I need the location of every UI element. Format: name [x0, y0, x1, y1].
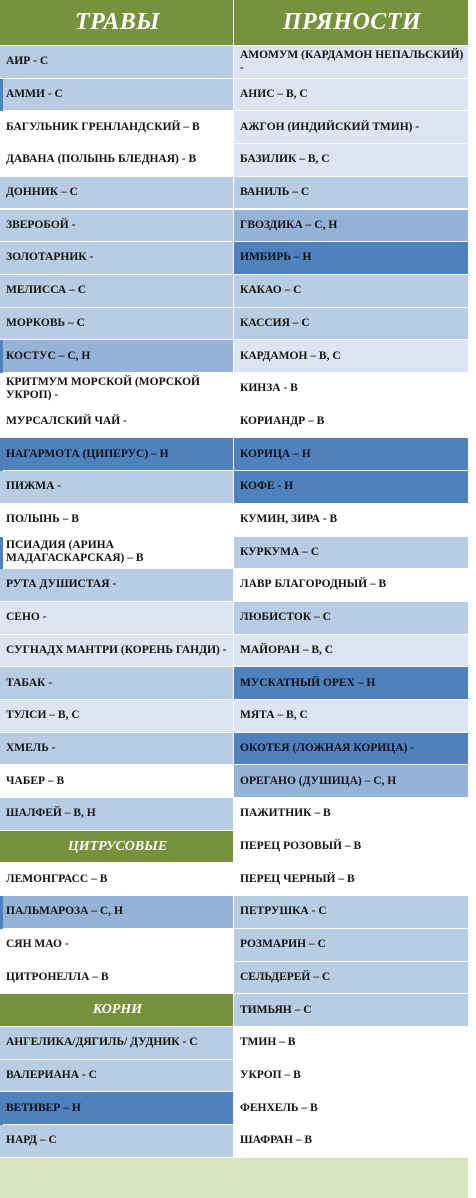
spice-row: КУМИН, ЗИРА - В	[234, 504, 468, 537]
herb-row: КРИТМУМ МОРСКОЙ (МОРСКОЙ УКРОП) -	[0, 373, 234, 406]
spice-row: МАЙОРАН – В, С	[234, 635, 468, 668]
herbs-header: ТРАВЫ	[0, 0, 234, 46]
spice-row: ШАФРАН – В	[234, 1125, 468, 1158]
spice-row: СЕЛЬДЕРЕЙ – С	[234, 962, 468, 995]
spice-row: КАССИЯ – С	[234, 308, 468, 341]
row-edge-marker	[0, 896, 3, 929]
herb-row: ЦИТРОНЕЛЛА – В	[0, 962, 234, 995]
spice-row: ОКОТЕЯ (ЛОЖНАЯ КОРИЦА) -	[234, 733, 468, 766]
spice-row: ПЕРЕЦ ЧЕРНЫЙ – В	[234, 864, 468, 897]
herb-row: НАГАРМОТА (ЦИПЕРУС) – Н	[0, 438, 234, 471]
spice-row: АНИС – В, С	[234, 79, 468, 112]
herb-row: СЕНО -	[0, 602, 234, 635]
row-edge-marker	[0, 438, 3, 471]
herb-row: ПИЖМА -	[0, 471, 234, 504]
spice-row: ГВОЗДИКА – С, Н	[234, 210, 468, 243]
spice-row: КОРИЦА – Н	[234, 438, 468, 471]
spice-row: МЯТА – В, С	[234, 700, 468, 733]
section-subheader: КОРНИ	[0, 994, 234, 1027]
herb-row: ТАБАК -	[0, 667, 234, 700]
spice-row: ФЕНХЕЛЬ – В	[234, 1092, 468, 1125]
footer-strip	[0, 1158, 468, 1198]
spice-row: РОЗМАРИН – С	[234, 929, 468, 962]
spice-row: УКРОП – В	[234, 1060, 468, 1093]
herb-row: АИР - С	[0, 46, 234, 79]
row-edge-marker	[0, 537, 3, 570]
herb-row: БАГУЛЬНИК ГРЕНЛАНДСКИЙ – В	[0, 111, 234, 144]
spice-row: ТИМЬЯН – С	[234, 994, 468, 1027]
spice-row: КОРИАНДР – В	[234, 406, 468, 439]
herb-row: ПАЛЬМАРОЗА – С, Н	[0, 896, 234, 929]
spice-row: АМОМУМ (КАРДАМОН НЕПАЛЬСКИЙ) -	[234, 46, 468, 79]
row-edge-marker	[0, 340, 3, 373]
herb-row: АНГЕЛИКА/ДЯГИЛЬ/ ДУДНИК - С	[0, 1027, 234, 1060]
spice-row: КАРДАМОН – В, С	[234, 340, 468, 373]
herb-row: ДОННИК – С	[0, 177, 234, 210]
row-edge-marker	[0, 1092, 3, 1125]
page-margin	[468, 0, 476, 1198]
spice-row: ИМБИРЬ – Н	[234, 242, 468, 275]
spice-row: АЖГОН (ИНДИЙСКИЙ ТМИН) -	[234, 111, 468, 144]
spice-row: КИНЗА - В	[234, 373, 468, 406]
herb-row: СЯН МАО -	[0, 929, 234, 962]
herb-row: ЗОЛОТАРНИК -	[0, 242, 234, 275]
herb-row: НАРД – С	[0, 1125, 234, 1158]
herb-row: ЧАБЕР – В	[0, 765, 234, 798]
row-edge-marker	[0, 79, 3, 112]
spice-row: ПАЖИТНИК – В	[234, 798, 468, 831]
herb-row: ТУЛСИ – В, С	[0, 700, 234, 733]
herb-row: КОСТУС – С, Н	[0, 340, 234, 373]
herb-row: ДАВАНА (ПОЛЫНЬ БЛЕДНАЯ) - В	[0, 144, 234, 177]
herb-row: МУРСАЛСКИЙ ЧАЙ -	[0, 406, 234, 439]
spice-row: ПЕТРУШКА - С	[234, 896, 468, 929]
spice-row: ЛЮБИСТОК – С	[234, 602, 468, 635]
herb-row: ЗВЕРОБОЙ -	[0, 210, 234, 243]
herb-row: АММИ - С	[0, 79, 234, 112]
spice-row: ПЕРЕЦ РОЗОВЫЙ – В	[234, 831, 468, 864]
spice-row: БАЗИЛИК – В, С	[234, 144, 468, 177]
spice-row: КАКАО – С	[234, 275, 468, 308]
spice-row: ОРЕГАНО (ДУШИЦА) – С, Н	[234, 765, 468, 798]
herb-row: СУГНАДХ МАНТРИ (КОРЕНЬ ГАНДИ) -	[0, 635, 234, 668]
herb-row: РУТА ДУШИСТАЯ -	[0, 569, 234, 602]
herb-row: ШАЛФЕЙ – В, Н	[0, 798, 234, 831]
spice-row: ТМИН – В	[234, 1027, 468, 1060]
herb-row: ЛЕМОНГРАСС – В	[0, 864, 234, 897]
section-subheader: ЦИТРУСОВЫЕ	[0, 831, 234, 864]
herb-row: ВАЛЕРИАНА - С	[0, 1060, 234, 1093]
herb-row: МОРКОВЬ – С	[0, 308, 234, 341]
spices-header: ПРЯНОСТИ	[234, 0, 468, 46]
herb-row: ВЕТИВЕР – Н	[0, 1092, 234, 1125]
spice-row: КУРКУМА – С	[234, 537, 468, 570]
herb-row: ХМЕЛЬ -	[0, 733, 234, 766]
spice-row: ЛАВР БЛАГОРОДНЫЙ – В	[234, 569, 468, 602]
spice-row: ВАНИЛЬ – С	[234, 177, 468, 210]
spice-row: КОФЕ - Н	[234, 471, 468, 504]
spice-row: МУСКАТНЫЙ ОРЕХ – Н	[234, 667, 468, 700]
herb-row: ПСИАДИЯ (АРИНА МАДАГАСКАРСКАЯ) – В	[0, 537, 234, 570]
herb-row: МЕЛИССА – С	[0, 275, 234, 308]
herb-row: ПОЛЫНЬ – В	[0, 504, 234, 537]
